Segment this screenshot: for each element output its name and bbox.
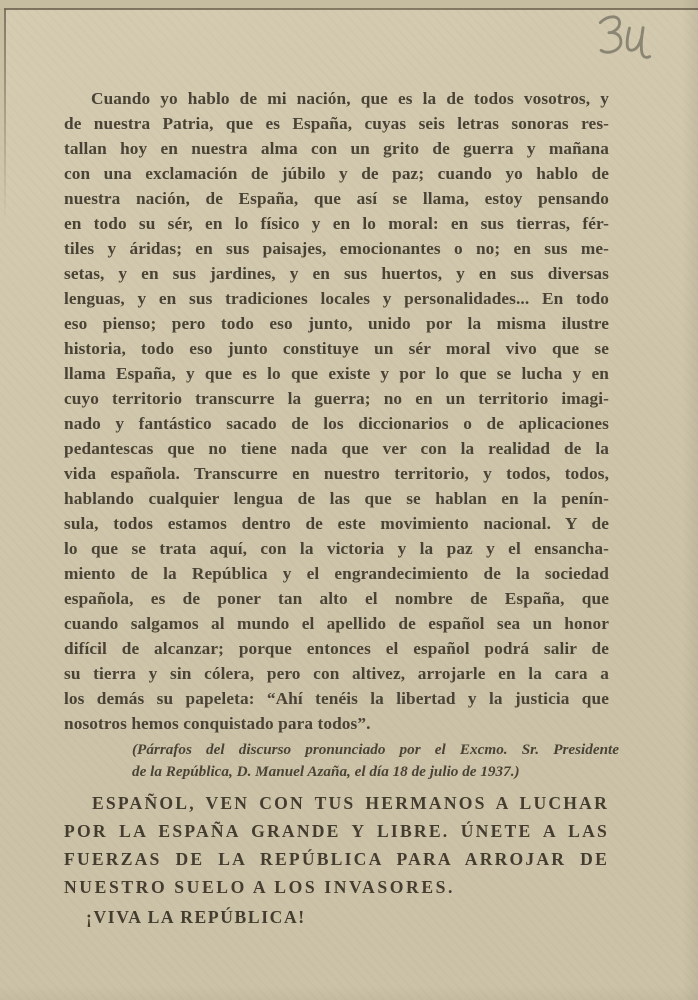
speech-line: los demás su papeleta: “Ahí tenéis la libertad y la justicia que (64, 689, 609, 708)
paper-edge-top (0, 8, 698, 10)
speech-line: tallan hoy en nuestra alma con un grito de guerra y mañana (64, 139, 609, 158)
call-to-action-line: FUERZAS DE LA REPÚBLICA PARA ARROJAR DE (64, 849, 609, 869)
speech-line: cuyo territorio transcurre la guerra; no en un territorio imagi- (64, 389, 609, 408)
speech-line: hablando cualquier lengua de las que se hablan en la penín- (64, 489, 609, 508)
speech-line: nado y fantástico sacado de los diccionarios o de aplicaciones (64, 414, 609, 433)
speech-line: nuestra nación, de España, que así se llama, estoy pensando (64, 189, 609, 208)
handwritten-number-icon (592, 10, 660, 68)
paper-edge-left (4, 9, 6, 224)
speech-line: cuando salgamos al mundo el apellido de español sea un honor (64, 614, 609, 633)
speech-line: historia, todo eso junto constituye un sér moral vivo que se (64, 339, 609, 358)
slogan-text: ¡VIVA LA REPÚBLICA! (86, 907, 306, 927)
credit-line: de la República, D. Manuel Azaña, el día 18 de julio de 1937.) (132, 763, 520, 780)
speech-line: española, es de poner tan alto el nombre de España, que (64, 589, 609, 608)
credit-line: (Párrafos del discurso pronunciado por el Excmo. Sr. Presidente (132, 741, 619, 758)
speech-line: difícil de alcanzar; porque entonces el español podrá salir de (64, 639, 609, 658)
speech-line: con una exclamación de júbilo y de paz; cuando yo hablo de (64, 164, 609, 183)
speech-line: sula, todos estamos dentro de este movimiento nacional. Y de (64, 514, 609, 533)
speech-line: tiles y áridas; en sus paisajes, emocionantes o no; en sus me- (64, 239, 609, 258)
speech-line: setas, y en sus jardines, y en sus huertos, y en sus diversas (64, 264, 609, 283)
scan-shade-right (682, 0, 698, 1000)
speech-line: en todo su sér, en lo físico y en lo moral: en sus tierras, fér- (64, 214, 609, 233)
call-to-action-line: POR LA ESPAÑA GRANDE Y LIBRE. ÚNETE A LAS (64, 821, 609, 841)
speech-line: lenguas, y en sus tradiciones locales y personalidades... En todo (64, 289, 609, 308)
speech-credit (132, 739, 619, 783)
speech-text (64, 86, 609, 736)
speech-line: pedantescas que no tiene nada que ver con la realidad de la (64, 439, 609, 458)
speech-line: vida española. Transcurre en nuestro territorio, y todos, todos, (64, 464, 609, 483)
speech-line: llama España, y que es lo que existe y por lo que se lucha y en (64, 364, 609, 383)
speech-line: nosotros hemos conquistado para todos”. (64, 714, 371, 733)
call-to-action-line: ESPAÑOL, VEN CON TUS HERMANOS A LUCHAR (92, 793, 609, 813)
scan-shade-bottom (0, 986, 698, 1000)
speech-line: Cuando yo hablo de mi nación, que es la de todos vosotros, y (91, 89, 609, 108)
speech-line: de nuestra Patria, que es España, cuyas seis letras sonoras res- (64, 114, 609, 133)
speech-line: lo que se trata aquí, con la victoria y la paz y el ensancha- (64, 539, 609, 558)
speech-line: su tierra y sin cólera, pero con altivez, arrojarle en la cara a (64, 664, 609, 683)
speech-line: eso pienso; pero todo eso junto, unido por la misma ilustre (64, 314, 609, 333)
speech-line: miento de la República y el engrandecimiento de la sociedad (64, 564, 609, 583)
call-to-action-line: NUESTRO SUELO A LOS INVASORES. (64, 877, 456, 897)
call-to-action-text (64, 789, 609, 901)
